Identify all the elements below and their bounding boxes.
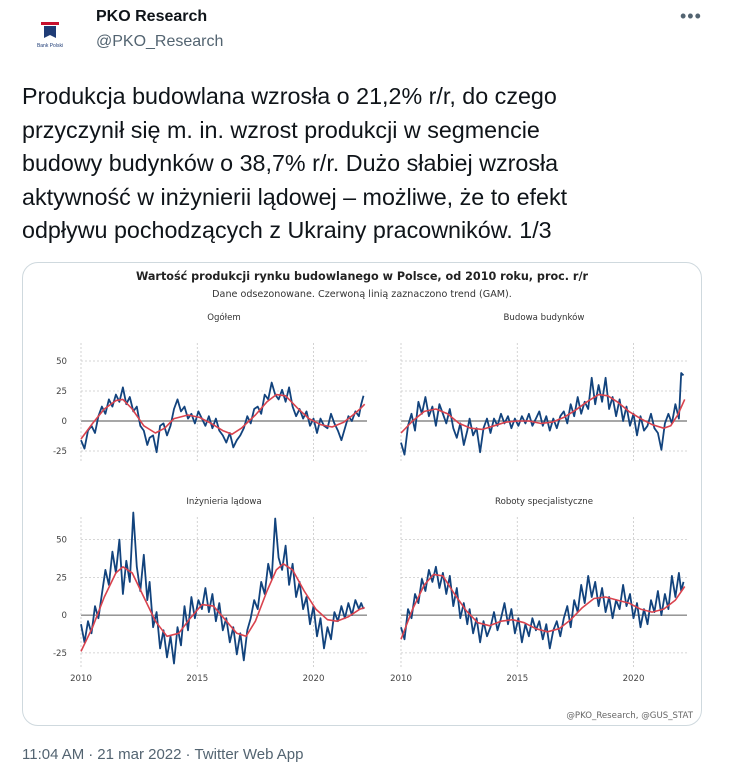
tweet-line: przyczynił się m. in. wzrost produkcji w segmencie (22, 116, 540, 143)
tweet-line: odpływu pochodzących z Ukrainy pracowników. 1/3 (22, 217, 552, 243)
more-dots-icon[interactable]: ••• (680, 6, 702, 26)
tweet-time[interactable]: 11:04 AM (22, 746, 85, 763)
separator: · (185, 746, 191, 763)
avatar[interactable] (22, 6, 78, 62)
bank-name: Bank Polski (36, 43, 64, 49)
panel-title: Budowa budynków (503, 313, 585, 323)
series-line (81, 513, 364, 664)
y-tick-label: -25 (52, 648, 67, 659)
y-tick-label: 25 (56, 573, 67, 584)
tweet-text (22, 80, 712, 248)
tweet-date[interactable]: 21 mar 2022 (97, 746, 182, 763)
trend-line (401, 574, 685, 639)
tweet-line: Produkcja budowlana wzrosła o 21,2% r/r, do czego (22, 83, 557, 109)
x-tick-label: 2015 (506, 674, 529, 684)
y-tick-label: -25 (52, 447, 67, 457)
tweet-meta (22, 746, 307, 763)
x-tick-label: 2010 (390, 674, 412, 684)
x-tick-label: 2010 (70, 674, 92, 684)
series-line (401, 373, 684, 455)
chart-source: @PKO_Research, @GUS_STAT (566, 711, 693, 721)
series-line (401, 567, 684, 649)
panel-title: Inżynieria lądowa (186, 497, 262, 507)
trend-line (81, 395, 365, 439)
panel-title: Ogółem (207, 313, 241, 323)
x-tick-label: 2020 (302, 674, 325, 684)
y-tick-label: 50 (56, 357, 67, 367)
separator: · (88, 746, 94, 763)
author-handle[interactable]: @PKO_Research (96, 33, 224, 50)
tweet-app[interactable]: Twitter Web App (194, 746, 304, 763)
y-tick-label: 0 (61, 611, 67, 622)
chart-title: Wartość produkcji rynku budowlanego w Polsce, od 2010 roku, proc. r/r (135, 270, 589, 283)
pko-logo-icon (39, 19, 61, 41)
tweet-line: aktywność w inżynierii lądowej – możliwe, że to efekt (22, 183, 568, 210)
media-image[interactable] (22, 262, 702, 726)
series-line (81, 383, 364, 453)
chart-subtitle: Dane odsezonowane. Czerwoną linią zaznaczono trend (GAM). (212, 289, 512, 300)
y-tick-label: 25 (56, 387, 67, 397)
tweet-line: budowy budynków o 38,7% r/r. Dużo słabiej wzrosła (22, 150, 559, 176)
x-tick-label: 2015 (186, 674, 209, 684)
panel-title: Roboty specjalistyczne (494, 497, 594, 507)
y-tick-label: 50 (56, 535, 67, 546)
y-tick-label: 0 (61, 417, 67, 427)
author-name[interactable]: PKO Research (96, 8, 208, 25)
chart (23, 263, 701, 725)
x-tick-label: 2020 (622, 674, 645, 684)
